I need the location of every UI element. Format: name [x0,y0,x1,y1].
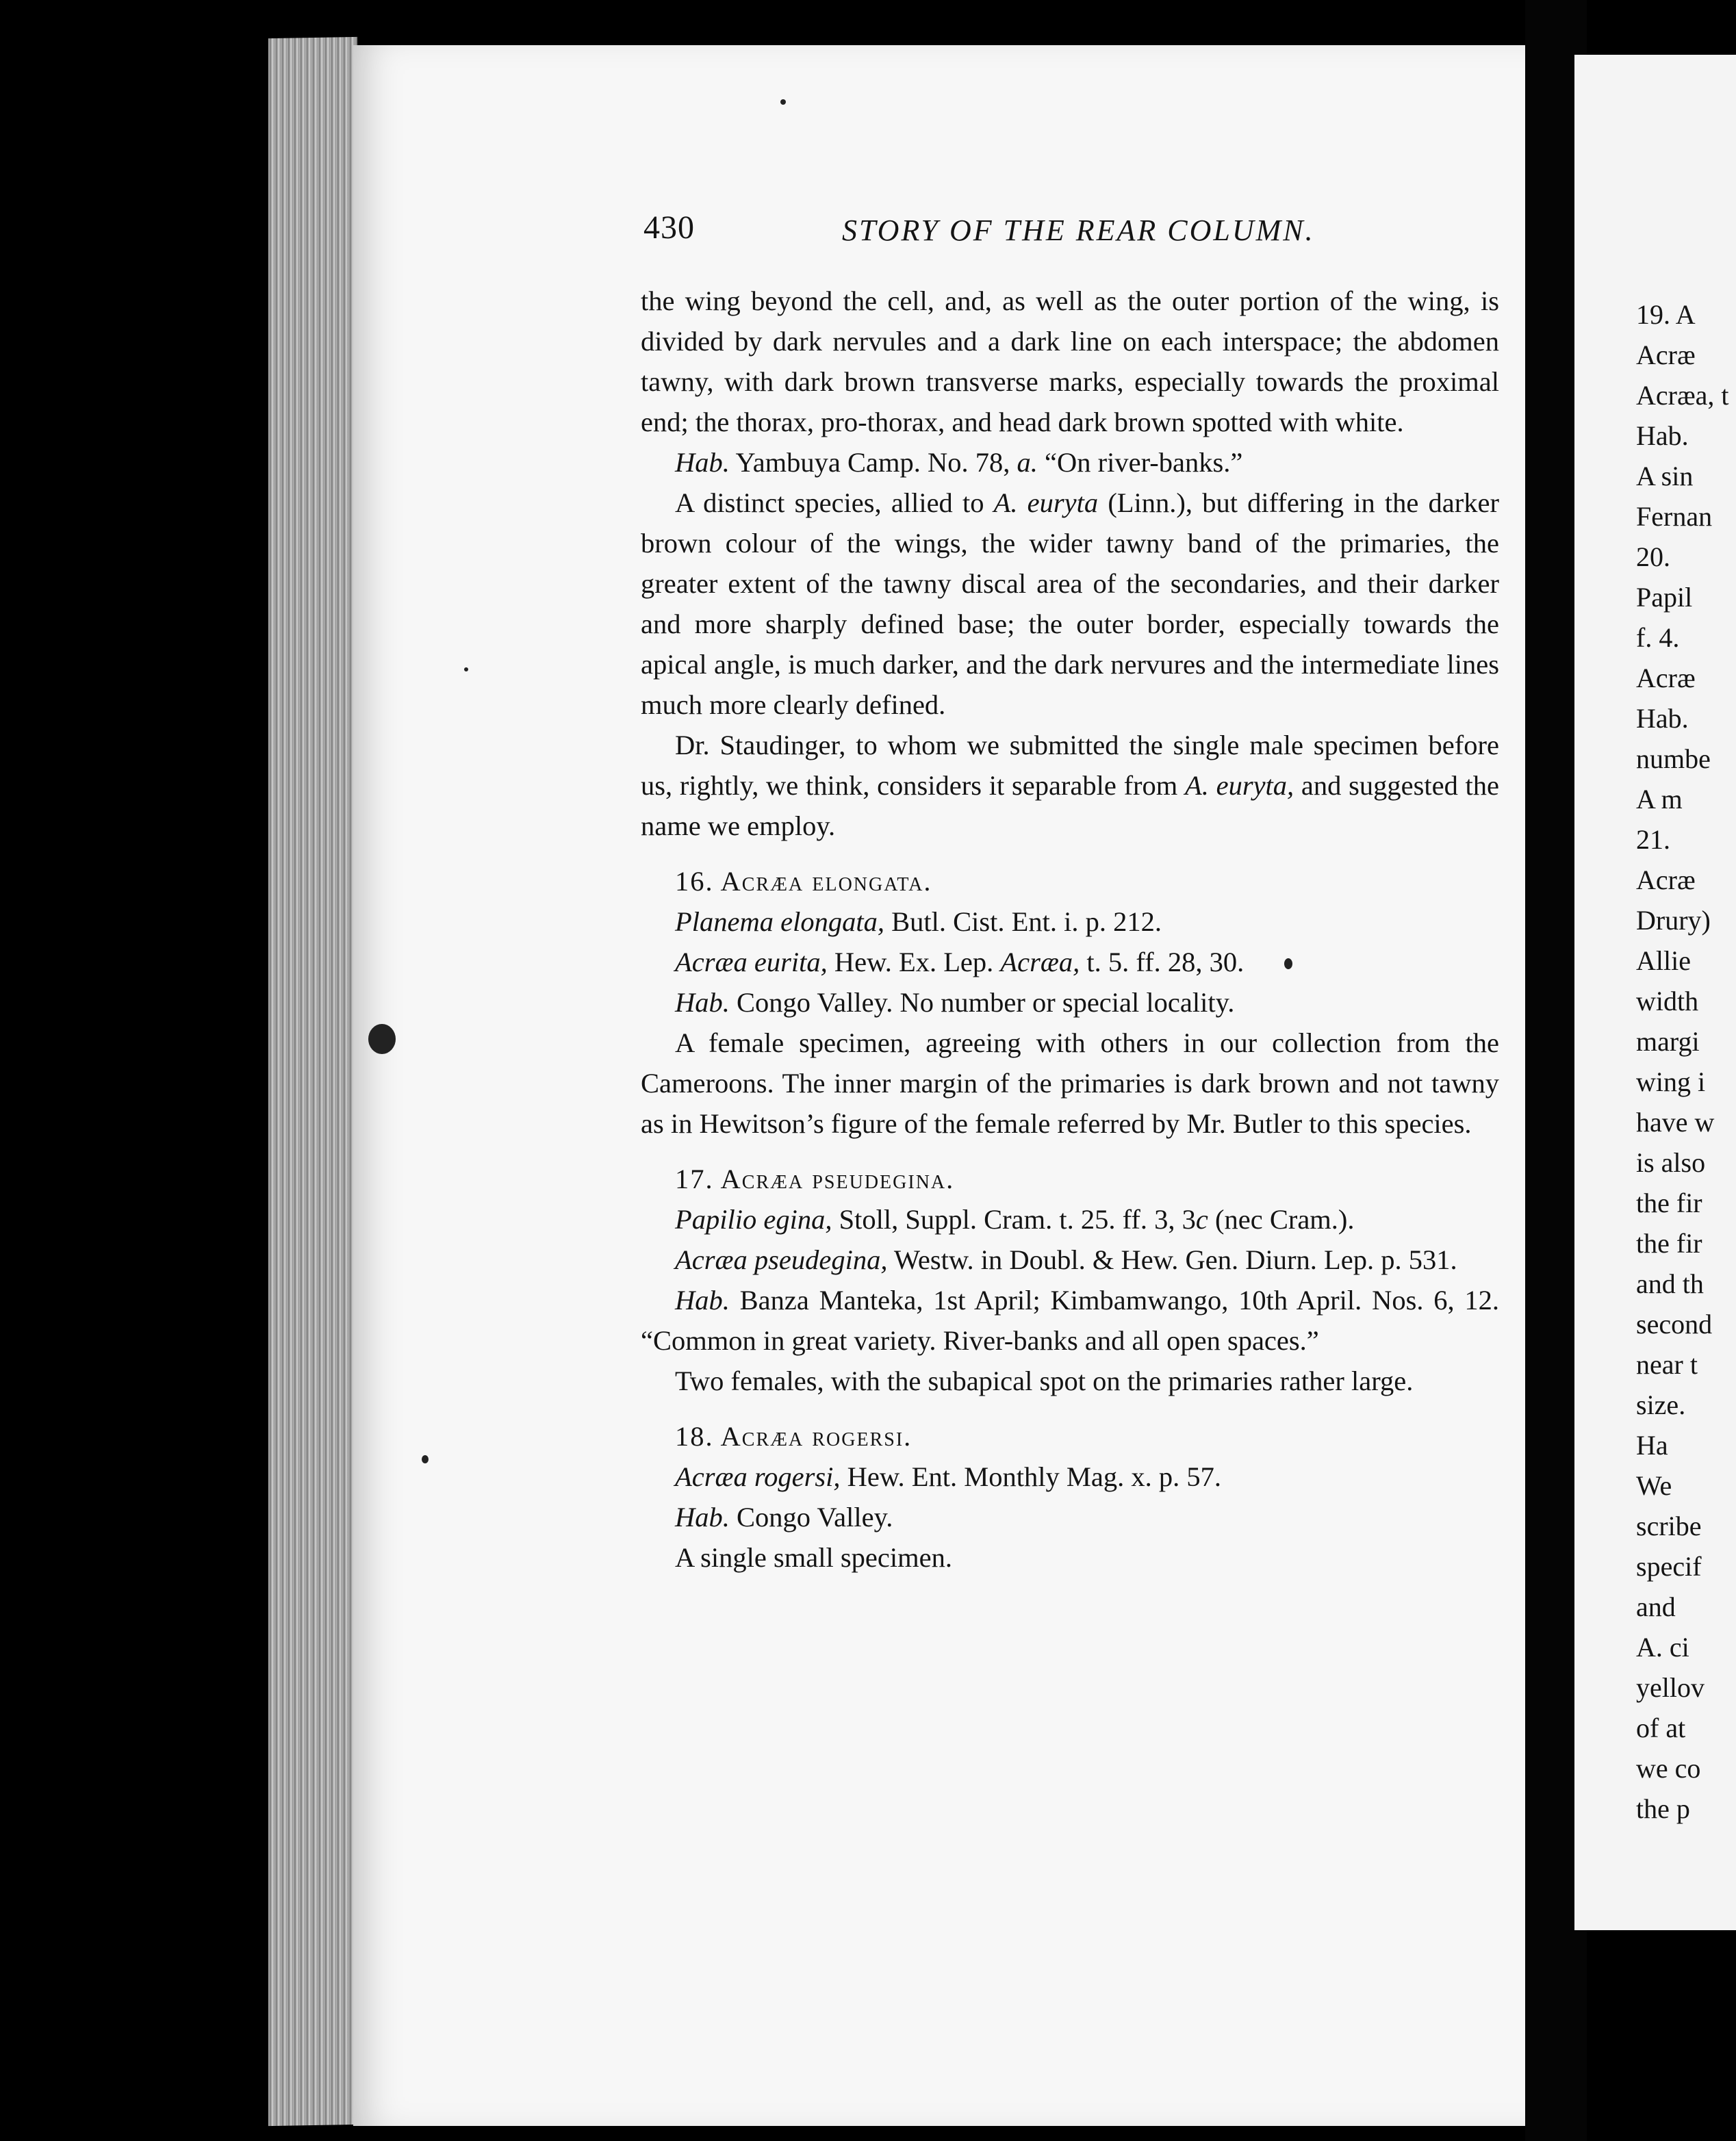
adjacent-page-line: margi [1636,1026,1700,1057]
adjacent-page-line: f. 4. [1636,622,1680,653]
adjacent-page-line: 19. A [1636,299,1696,330]
habitat-line: Hab. Banza Manteka, 1st April; Kimbamwango, 10th April. Nos. 6, 12. “Common in great variety. River-banks and all open spaces.” [641,1285,1500,1356]
adjacent-page-line: and [1636,1591,1676,1622]
adjacent-page-line: and th [1636,1268,1704,1299]
adjacent-page-line: of at [1636,1713,1686,1743]
adjacent-page-line: wing i [1636,1066,1706,1097]
adjacent-page-line: Drury) [1636,905,1711,936]
species-heading: 17. Acræa pseudegina. [675,1164,955,1194]
adjacent-page-line: the fir [1636,1228,1702,1259]
speck [780,99,786,105]
habitat-line: Hab. Yambuya Camp. No. 78, a. “On river-banks.” [675,447,1243,478]
adjacent-page-line: Hab. [1636,420,1689,451]
habitat-line: Hab. Congo Valley. No number or special locality. [675,987,1235,1018]
adjacent-page-line: specif [1636,1551,1702,1582]
adjacent-page-line: we co [1636,1753,1701,1784]
adjacent-page-line: Papil [1636,582,1693,613]
running-title: STORY OF THE REAR COLUMN. [842,214,1315,247]
adjacent-page-line: the p [1636,1793,1690,1824]
habitat-line: Hab. Congo Valley. [675,1502,893,1533]
speck [1284,958,1292,969]
adjacent-page-line: is also [1636,1147,1706,1178]
species-heading: 18. Acræa rogersi. [675,1421,912,1452]
adjacent-page-line: scribe [1636,1511,1702,1541]
adjacent-page-line: have w [1636,1107,1715,1138]
adjacent-page-line: A sin [1636,461,1694,491]
adjacent-page-line: A m [1636,784,1683,815]
adjacent-page-line: size. [1636,1389,1686,1420]
adjacent-page-line: Acræa, t [1636,380,1729,411]
synonym-line: Acræa pseudegina, Westw. in Doubl. & Hew. Gen. Diurn. Lep. p. 531. [675,1244,1457,1275]
page-header [643,209,1342,264]
adjacent-page-text [1636,294,1736,1829]
adjacent-page-line: the fir [1636,1188,1702,1218]
ink-blot [368,1024,396,1054]
adjacent-page-line: Acræ [1636,663,1696,693]
adjacent-page-line: Acræ [1636,864,1696,895]
paragraph: A single small specimen. [675,1542,952,1573]
adjacent-page-line: Ha [1636,1430,1668,1461]
adjacent-page-line: Acræ [1636,339,1696,370]
adjacent-page-line: width [1636,986,1699,1016]
page-number: 430 [643,209,695,246]
book-fore-edge [268,37,357,2126]
adjacent-page-line: 20. [1636,541,1670,572]
paragraph: Two females, with the subapical spot on the primaries rather large. [675,1366,1414,1396]
adjacent-page-line: We [1636,1470,1672,1501]
adjacent-page-line: second [1636,1309,1713,1339]
adjacent-page-line: 21. [1636,824,1670,855]
synonym-line: Papilio egina, Stoll, Suppl. Cram. t. 25. ff. 3, 3c (nec Cram.). [675,1204,1355,1235]
adjacent-page-line: A. ci [1636,1632,1689,1663]
paragraph: A distinct species, allied to A. euryta (Linn.), but differing in the darker brown colour of the wings, the wider tawny band of the primaries, the greater extent of the tawny discal area of the secondaries, and their darker and more sharply defined base; the outer border, especially towards the apical angle, is much darker, and the dark nervures and the intermediate lines much more clearly defined. [641,487,1499,720]
synonym-line: Acræa rogersi, Hew. Ent. Monthly Mag. x. p. 57. [675,1461,1221,1492]
speck [422,1455,429,1463]
paragraph: Dr. Staudinger, to whom we submitted the single male specimen before us, rightly, we think, considers it separable from A. euryta, and suggested the name we employ. [641,730,1500,841]
synonym-line: Acræa eurita, Hew. Ex. Lep. Acræa, t. 5. ff. 28, 30. [675,947,1244,977]
adjacent-page-line: Allie [1636,945,1691,976]
paragraph: A female specimen, agreeing with others in our collection from the Cameroons. The inner margin of the primaries is dark brown and not tawny as in Hewitson’s figure of the female referred by Mr. Butler to this species. [641,1027,1499,1139]
adjacent-page-line: yellov [1636,1672,1705,1703]
adjacent-page-line: Hab. [1636,703,1689,734]
speck [464,667,468,671]
adjacent-page-line: numbe [1636,743,1711,774]
adjacent-page-line: near t [1636,1349,1698,1380]
page-body [641,281,1499,1578]
species-heading: 16. Acræa elongata. [675,866,932,897]
adjacent-page-line: Fernan [1636,501,1713,532]
synonym-line: Planema elongata, Butl. Cist. Ent. i. p. 212. [675,906,1162,937]
paragraph: the wing beyond the cell, and, as well as the outer portion of the wing, is divided by dark nervules and a dark line on each interspace; the abdomen tawny, with dark brown transverse marks, especially towards the proximal end; the thorax, pro-thorax, and head dark brown spotted with white. [641,285,1499,437]
